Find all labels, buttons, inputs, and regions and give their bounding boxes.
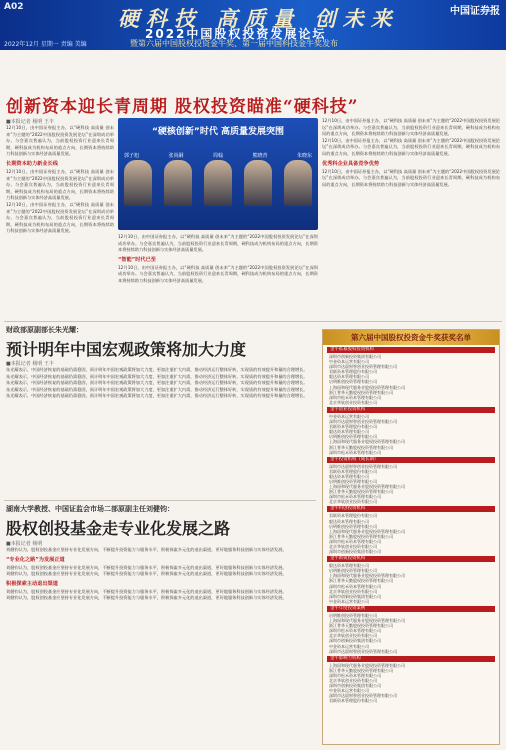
award-item: 浙江普华天勤股权投资管理有限公司 bbox=[329, 389, 393, 395]
award-item: 深圳市创新投资集团有限公司 bbox=[329, 638, 381, 644]
award-item: 深圳市达晨财智创业投资管理有限公司 bbox=[329, 648, 397, 654]
article1-body-col2: 12月10日，由中国证券报主办，以“硬科技 高质量 创未来”为主题的“2022中国股权投资发展论坛”在深圳成功举办。与会嘉宾普遍认为，当前股权投资行业迎来长青周期，硬科技成为机构布局的重点方向，长期资本将持续助力科技创新与实体经济高质量发展。 bbox=[118, 234, 318, 253]
award-item: 君联资本管理股份有限公司 bbox=[329, 698, 377, 704]
forum-subtitle: 暨第六届中国股权投资金牛奖、第一届中国科技金牛奖发布 bbox=[130, 39, 338, 48]
article1-col2 bbox=[118, 234, 318, 318]
award-item: 毅达资本管理有限公司 bbox=[329, 563, 369, 569]
article1-subhead-2: “智能”时代已至 bbox=[118, 256, 156, 263]
panel-photo bbox=[118, 118, 318, 230]
award-item: 上海国和现代服务业股权投资管理有限公司 bbox=[329, 528, 405, 534]
award-item: 北京华软创业投资有限公司 bbox=[329, 588, 377, 594]
award-item: 深圳市达晨财智创业投资管理有限公司 bbox=[329, 693, 397, 699]
slogan: 硬科技 高质量 创未来 bbox=[118, 7, 399, 31]
award-item: 北京华软创业投资有限公司 bbox=[329, 633, 377, 639]
article2-body-b: 朱光耀表示，中国经济恢复的基础仍需稳固，预计明年中国宏观政策将加大力度，更加注重扩大内需，推动经济运行整体好转，实现质的有效提升和量的合理增长。 bbox=[6, 373, 308, 379]
award-item: 上海国和现代服务业股权投资管理有限公司 bbox=[329, 484, 405, 490]
article1-body: 12月10日，由中国证券报主办，以“硬科技 高质量 创未来”为主题的“2022中国股权投资发展论坛”在深圳成功举办。与会嘉宾普遍认为，当前股权投资行业迎来长青周期，硬科技成为机构布局的重点方向，长期资本将持续助力科技创新与实体经济高质量发展。 bbox=[6, 125, 114, 157]
award-item: 中金资本运营有限公司 bbox=[329, 598, 369, 604]
award-item: 深圳市达晨财智创业投资管理有限公司 bbox=[329, 419, 397, 425]
article1-headline: 创新资本迎长青周期 股权投资瞄准“硬科技” bbox=[6, 97, 359, 117]
award-item: 中金资本运营有限公司 bbox=[329, 643, 369, 649]
award-item: 深圳市创新投资集团有限公司 bbox=[329, 593, 381, 599]
award-item: 深圳市松禾资本管理有限公司 bbox=[329, 538, 381, 544]
speaker-figure bbox=[284, 160, 312, 206]
award-item: 中金资本运营有限公司 bbox=[329, 413, 369, 419]
article2-body-c: 朱光耀表示，中国经济恢复的基础仍需稳固，预计明年中国宏观政策将加大力度，更加注重扩大内需，推动经济运行整体好转，实现质的有效提升和量的合理增长。 bbox=[6, 380, 308, 386]
panel-name: 张尚嗣 bbox=[168, 153, 184, 159]
award-category: 金牛私募股权投资机构 bbox=[327, 347, 495, 353]
article2-body-area bbox=[6, 360, 316, 498]
award-item: 深圳市创新投资集团有限公司 bbox=[329, 549, 381, 555]
award-item: 深圳市松禾资本管理有限公司 bbox=[329, 494, 381, 500]
article3-kicker: 湖南大学教授、中国证监会市场二部原副主任刘健钧： bbox=[6, 505, 174, 513]
section-divider bbox=[4, 500, 316, 501]
award-item: 北京华软创业投资有限公司 bbox=[329, 677, 377, 683]
award-item: 北京华软创业投资有限公司 bbox=[329, 544, 377, 549]
article1-body-col3b: 12月10日，由中国证券报主办，以“硬科技 高质量 创未来”为主题的“2022中国股权投资发展论坛”在深圳成功举办。与会嘉宾普遍认为，当前股权投资行业迎来长青周期，硬科技成为机构布局的重点方向，长期资本将持续助力科技创新与实体经济高质量发展。 bbox=[322, 137, 500, 156]
award-item: 中金资本运营有限公司 bbox=[329, 688, 369, 694]
award-item: 浙江普华天勤股权投资管理有限公司 bbox=[329, 533, 393, 539]
brand-logo: 中国证券报 bbox=[450, 6, 500, 17]
award-list-body bbox=[323, 347, 499, 703]
award-item: 君联资本管理股份有限公司 bbox=[329, 369, 377, 375]
panel-people bbox=[124, 160, 312, 206]
award-item: 深圳市创新投资集团有限公司 bbox=[329, 354, 381, 359]
award-item: 深圳市松禾资本管理有限公司 bbox=[329, 394, 381, 400]
article3-subhead-2: 积极探索主动退出渠道 bbox=[6, 580, 58, 587]
award-item: 浙江普华天勤股权投资管理有限公司 bbox=[329, 489, 393, 495]
award-item: 北京华软创业投资有限公司 bbox=[329, 399, 377, 405]
forum-title: 2022中国股权投资发展论坛 bbox=[145, 27, 327, 41]
award-item: 深圳市达晨财智创业投资管理有限公司 bbox=[329, 463, 397, 469]
article2-body-d: 朱光耀表示，中国经济恢复的基础仍需稳固，预计明年中国宏观政策将加大力度，更加注重扩大内需，推动经济运行整体好转，实现质的有效提升和量的合理增长。 bbox=[6, 386, 308, 392]
award-category: 金牛新锐投资机构 bbox=[327, 556, 495, 562]
award-list-title: 第六届中国股权投资金牛奖获奖名单 bbox=[323, 330, 499, 345]
award-item: 启明维创投资管理有限公司 bbox=[329, 523, 377, 529]
award-item: 毅达资本管理有限公司 bbox=[329, 374, 369, 380]
article1-byline: ■本报记者 杨明 王丰 bbox=[6, 119, 54, 125]
award-item: 中金资本运营有限公司 bbox=[329, 359, 369, 365]
award-item: 上海国和现代服务业股权投资管理有限公司 bbox=[329, 439, 405, 445]
award-category: 金牛影响力机构 bbox=[327, 656, 495, 662]
page-code: A02 bbox=[4, 2, 24, 12]
award-item: 毅达资本管理有限公司 bbox=[329, 473, 369, 479]
award-item: 浙江普华天勤股权投资管理有限公司 bbox=[329, 578, 393, 584]
article2-body: 朱光耀表示，中国经济恢复的基础仍需稳固，预计明年中国宏观政策将加大力度，更加注重扩大内需，推动经济运行整体好转，实现质的有效提升和量的合理增长。 bbox=[6, 367, 308, 372]
article1-body-cont: 12月10日，由中国证券报主办，以“硬科技 高质量 创未来”为主题的“2022中国股权投资发展论坛”在深圳成功举办。与会嘉宾普遍认为，当前股权投资行业迎来长青周期，硬科技成为机构布局的重点方向，长期资本将持续助力科技创新与实体经济高质量发展。 bbox=[6, 168, 114, 201]
award-item: 君联资本管理股份有限公司 bbox=[329, 468, 377, 474]
award-item: 君联资本管理股份有限公司 bbox=[329, 424, 377, 430]
panel-name: 朱晓东 bbox=[296, 153, 312, 159]
article2-kicker: 财政部原副部长朱光耀： bbox=[6, 326, 83, 334]
panel-names bbox=[124, 152, 312, 159]
award-item: 启明维创投资管理有限公司 bbox=[329, 478, 377, 484]
article2-byline: ■本报记者 杨明 王丰 bbox=[6, 361, 54, 367]
award-category: 金牛年度投资案例 bbox=[327, 606, 495, 612]
award-item: 深圳市松禾资本管理有限公司 bbox=[329, 672, 381, 678]
article1-body-col2b: 12月10日，由中国证券报主办，以“硬科技 高质量 创未来”为主题的“2022中国股权投资发展论坛”在深圳成功举办。与会嘉宾普遍认为，当前股权投资行业迎来长青周期，硬科技成为机构布局的重点方向，长期资本将持续助力科技创新与实体经济高质量发展。 bbox=[118, 264, 318, 283]
award-category: 金牛创业投资机构 bbox=[327, 407, 495, 413]
article1-col1 bbox=[6, 118, 114, 318]
speaker-figure bbox=[244, 160, 272, 206]
award-item: 启明维创投资管理有限公司 bbox=[329, 434, 377, 440]
forum-banner bbox=[0, 0, 506, 50]
panel-name: 周翰 bbox=[212, 153, 223, 159]
award-item: 深圳市松禾资本管理有限公司 bbox=[329, 449, 381, 455]
article2-headline: 预计明年中国宏观政策将加大力度 bbox=[6, 340, 247, 359]
panel-name: 熊晓青 bbox=[252, 153, 268, 159]
article3-body-area bbox=[6, 540, 316, 745]
article3-body-c: 刘健钧认为，股权创投基金应坚持专业化发展方向，不断提升投资能力与服务水平，积极探索多元化的退出渠道，更好地服务科技创新与实体经济发展。 bbox=[6, 571, 287, 577]
award-item: 上海国和现代服务业股权投资管理有限公司 bbox=[329, 573, 405, 579]
article3-subhead-1: “专业化之路”为发展正道 bbox=[6, 556, 65, 563]
article3-body-e: 刘健钧认为，股权创投基金应坚持专业化发展方向，不断提升投资能力与服务水平，积极探索多元化的退出渠道，更好地服务科技创新与实体经济发展。 bbox=[6, 595, 287, 601]
speaker-figure bbox=[204, 160, 232, 206]
panel-name: 郭子旭 bbox=[124, 153, 140, 159]
award-item: 启明维创投资管理有限公司 bbox=[329, 612, 377, 618]
award-category: 金牛科创投资机构 bbox=[327, 506, 495, 512]
award-item: 启明维创投资管理有限公司 bbox=[329, 568, 377, 574]
award-item: 启明维创投资管理有限公司 bbox=[329, 379, 377, 385]
section-divider bbox=[4, 321, 502, 322]
award-item: 深圳市达晨财智创业投资管理有限公司 bbox=[329, 364, 397, 370]
article1-subhead-1: 长期资本助力新业长线 bbox=[6, 160, 58, 167]
article3-body: 刘健钧认为，股权创投基金应坚持专业化发展方向，不断提升投资能力与服务水平，积极探索多元化的退出渠道，更好地服务科技创新与实体经济发展。 bbox=[6, 547, 287, 552]
article2-body-e: 朱光耀表示，中国经济恢复的基础仍需稳固，预计明年中国宏观政策将加大力度，更加注重扩大内需，推动经济运行整体好转，实现质的有效提升和量的合理增长。 bbox=[6, 393, 308, 399]
award-item: 深圳市松禾资本管理有限公司 bbox=[329, 583, 381, 589]
award-item: 深圳市创新投资集团有限公司 bbox=[329, 683, 381, 689]
award-item: 君联资本管理股份有限公司 bbox=[329, 513, 377, 519]
article1-col3 bbox=[322, 118, 500, 318]
award-item: 上海国和现代服务业股权投资管理有限公司 bbox=[329, 662, 405, 668]
article3-headline: 股权创投基金走专业化发展之路 bbox=[6, 519, 231, 538]
speaker-figure bbox=[164, 160, 192, 206]
award-list bbox=[322, 329, 500, 745]
award-item: 浙江普华天勤股权投资管理有限公司 bbox=[329, 444, 393, 450]
award-item: 毅达资本管理有限公司 bbox=[329, 518, 369, 524]
article3-byline: ■本报记者 杨明 bbox=[6, 541, 43, 547]
article3-body-d: 刘健钧认为，股权创投基金应坚持专业化发展方向，不断提升投资能力与服务水平，积极探索多元化的退出渠道，更好地服务科技创新与实体经济发展。 bbox=[6, 588, 287, 594]
issue-date: 2022年12月 星期一 责编 美编 bbox=[4, 41, 87, 48]
award-item: 浙江普华天勤股权投资管理有限公司 bbox=[329, 623, 393, 629]
article3-body-b: 刘健钧认为，股权创投基金应坚持专业化发展方向，不断提升投资能力与服务水平，积极探索多元化的退出渠道，更好地服务科技创新与实体经济发展。 bbox=[6, 564, 287, 570]
award-item: 深圳市松禾资本管理有限公司 bbox=[329, 628, 381, 634]
article1-body-col3c: 12月10日，由中国证券报主办，以“硬科技 高质量 创未来”为主题的“2022中国股权投资发展论坛”在深圳成功举办。与会嘉宾普遍认为，当前股权投资行业迎来长青周期，硬科技成为机构布局的重点方向，长期资本将持续助力科技创新与实体经济高质量发展。 bbox=[322, 168, 500, 187]
panel-title: “硬核创新”时代 高质量发展突围 bbox=[152, 127, 284, 137]
article1-subhead-3: 优秀科企业具备竞争优势 bbox=[322, 160, 380, 167]
award-category: 金牛投资机构（成长期） bbox=[327, 457, 495, 463]
article1-body-col3: 12月10日，由中国证券报主办，以“硬科技 高质量 创未来”为主题的“2022中国股权投资发展论坛”在深圳成功举办。与会嘉宾普遍认为，当前股权投资行业迎来长青周期，硬科技成为机构布局的重点方向，长期资本将持续助力科技创新与实体经济高质量发展。 bbox=[322, 118, 500, 137]
award-item: 上海国和现代服务业股权投资管理有限公司 bbox=[329, 384, 405, 390]
award-item: 浙江普华天勤股权投资管理有限公司 bbox=[329, 667, 393, 673]
article1-body-cont2: 12月10日，由中国证券报主办，以“硬科技 高质量 创未来”为主题的“2022中国股权投资发展论坛”在深圳成功举办。与会嘉宾普遍认为，当前股权投资行业迎来长青周期，硬科技成为机构布局的重点方向，长期资本将持续助力科技创新与实体经济高质量发展。 bbox=[6, 201, 114, 234]
award-item: 毅达资本管理有限公司 bbox=[329, 429, 369, 435]
award-item: 上海国和现代服务业股权投资管理有限公司 bbox=[329, 618, 405, 624]
award-item: 北京华软创业投资有限公司 bbox=[329, 499, 377, 505]
speaker-figure bbox=[124, 160, 152, 206]
